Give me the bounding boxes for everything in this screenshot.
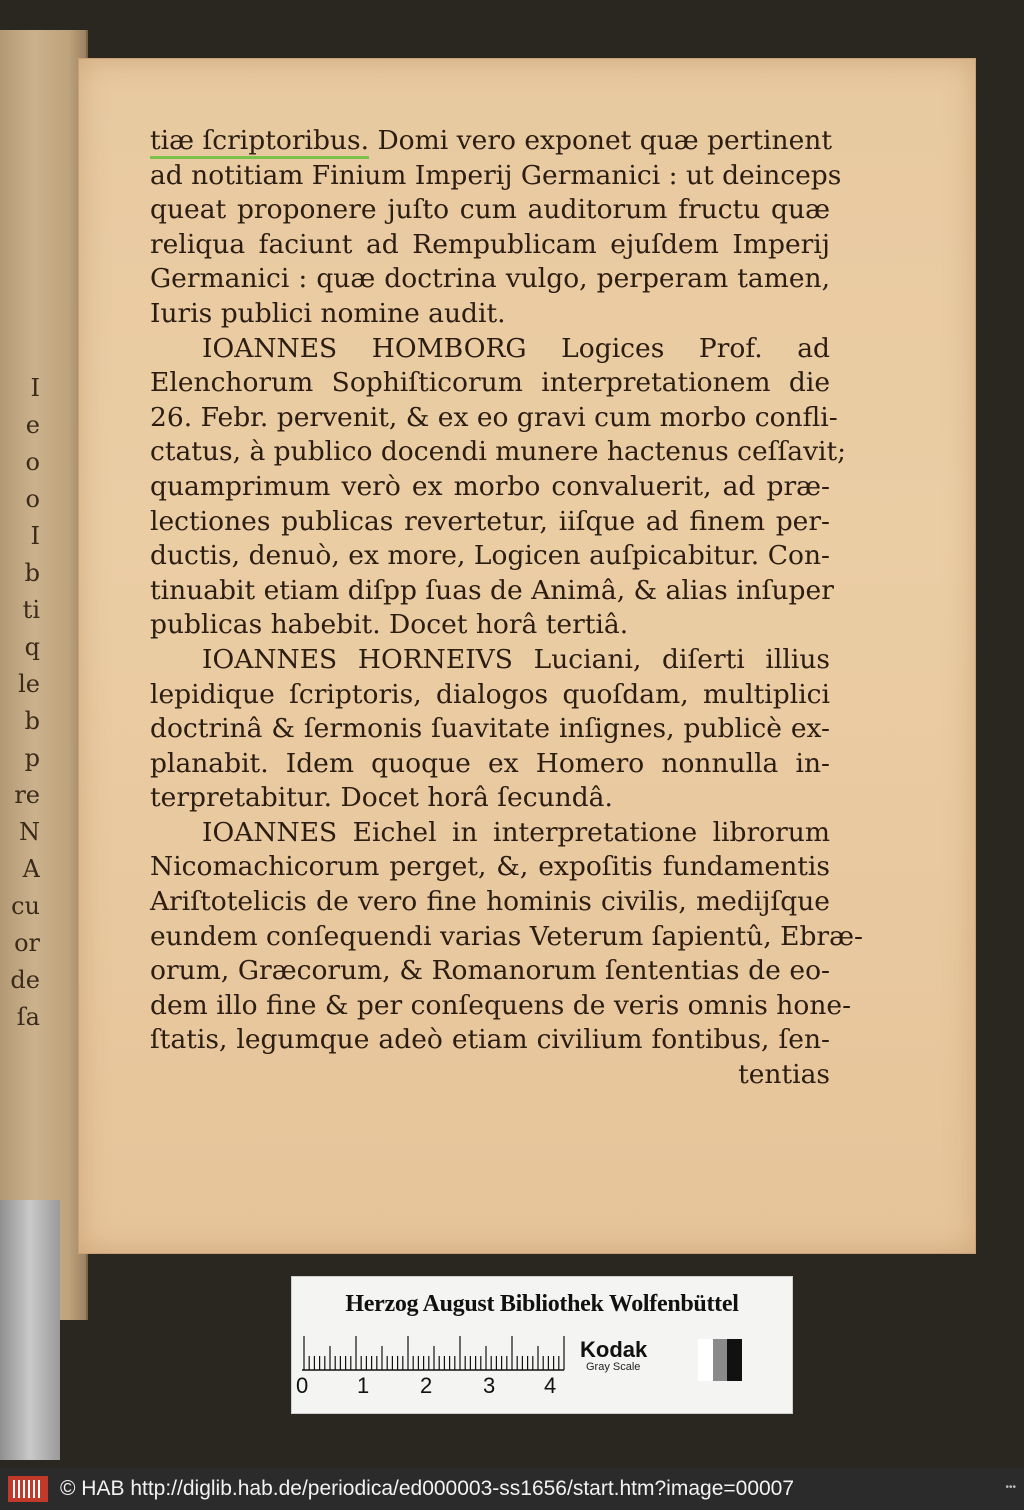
ruler-number: 0 [296,1373,309,1398]
library-name: Herzog August Bibliothek Wolfenbüttel [345,1291,739,1317]
kodak-brand: Kodak [580,1337,648,1362]
text-line [150,124,833,159]
text-line: IOANNES Eichel in interpretatione librorum [202,816,830,848]
left-fragment: cu [11,892,40,920]
left-fragment: I [30,522,40,550]
ruler-number: 2 [420,1373,433,1398]
text-line: 26. Febr. pervenit, & ex eo gravi cum morbo confli- [150,401,838,433]
left-fragment: or [14,929,40,957]
text-line: reliqua faciunt ad Rempublicam ejuſdem Imperij [150,228,830,260]
text-line: IOANNES HOMBORG Logices Prof. ad [202,332,830,364]
left-fragment: o [25,485,40,513]
left-fragment: b [24,707,40,735]
gray-patch [713,1339,728,1381]
left-fragment: de [10,966,40,994]
text-line: IOANNES HORNEIVS Luciani, diſerti illius [202,643,830,675]
text-line: Ariſtotelicis de vero fine hominis civilis, medijſque [150,886,830,918]
catchword: tentias [738,1059,830,1091]
footer-copyright-url[interactable]: © HAB http://diglib.hab.de/periodica/ed000003-ss1656/start.htm?image=00007 [60,1477,795,1500]
text-line: dem illo fine & per conſequens de veris omnis hone- [150,989,852,1021]
text-line: publicas habebit. Docet horâ tertiâ. [150,609,629,641]
text-line: eundem conſequendi varias Veterum ſapientû, Ebræ- [150,920,863,952]
left-fragment: I [30,374,40,402]
text-line: doctrinâ & ſermonis ſuavitate inſignes, publicè ex- [150,713,830,745]
text-line: Iuris publici nomine audit. [150,297,506,329]
text-line: lectiones publicas revertetur, iiſque ad finem per- [150,505,830,537]
text-line: Germanici : quæ doctrina vulgo, perperam tamen, [150,263,830,295]
footer-menu-icon[interactable]: ••• [1005,1482,1016,1493]
left-page-fragments [0,370,40,1036]
highlighted-phrase: tiæ ſcriptoribus. [150,125,369,159]
text-line: quamprimum verò ex morbo convaluerit, ad præ- [150,470,830,502]
ruler-number: 4 [544,1373,557,1398]
text-line-rest: Domi vero exponet quæ pertinent [369,125,833,156]
left-fragment: ſa [16,1003,40,1031]
footer-bar [0,1468,1024,1510]
ruler-numbers [292,1373,592,1403]
text-line: ductis, denuò, ex more, Logicen auſpicabitur. Con- [150,540,830,572]
left-fragment: q [24,633,40,661]
text-line: terpretabitur. Docet horâ ſecundâ. [150,782,613,814]
page-body-text [150,124,863,1093]
color-calibration-target [291,1276,793,1414]
gray-scale-label: Gray Scale [586,1361,641,1373]
ruler-number: 1 [357,1373,370,1398]
left-fragment: p [24,744,40,772]
text-line: orum, Græcorum, & Romanorum ſententias de eo- [150,955,830,987]
text-line: tinuabit etiam diſpp ſuas de Animâ, & alias inſuper [150,574,834,606]
text-line: Nicomachicorum perget, &, expoſitis fundamentis [150,851,830,883]
text-line: ad notitiam Finium Imperij Germanici : ut deinceps [150,159,842,191]
left-fragment: o [25,448,40,476]
left-fragment: ti [22,596,40,624]
left-fragment: N [19,818,40,846]
text-line: lepidique ſcriptoris, dialogos quoſdam, multiplici [150,678,830,710]
left-fragment: A [22,855,40,883]
text-line: queat proponere juſto cum auditorum fructu quæ [150,194,830,226]
gray-patch [698,1339,713,1381]
text-line: planabit. Idem quoque ex Homero nonnulla in- [150,747,830,779]
text-line: ctatus, à publico docendi munere hactenus ceſſavit; [150,436,847,468]
left-fragment: b [24,559,40,587]
ruler-icon [302,1333,572,1371]
gray-patches [698,1339,742,1381]
book-edge [0,1200,60,1460]
ruler-number: 3 [483,1373,496,1398]
gray-patch [727,1339,742,1381]
hab-logo-icon [8,1476,48,1502]
left-fragment: re [14,781,40,809]
text-line: Elenchorum Sophiſticorum interpretationem die [150,367,830,399]
left-fragment: le [18,670,40,698]
text-line: ſtatis, legumque adeò etiam civilium fontibus, ſen- [150,1024,830,1056]
left-fragment: e [25,411,40,439]
